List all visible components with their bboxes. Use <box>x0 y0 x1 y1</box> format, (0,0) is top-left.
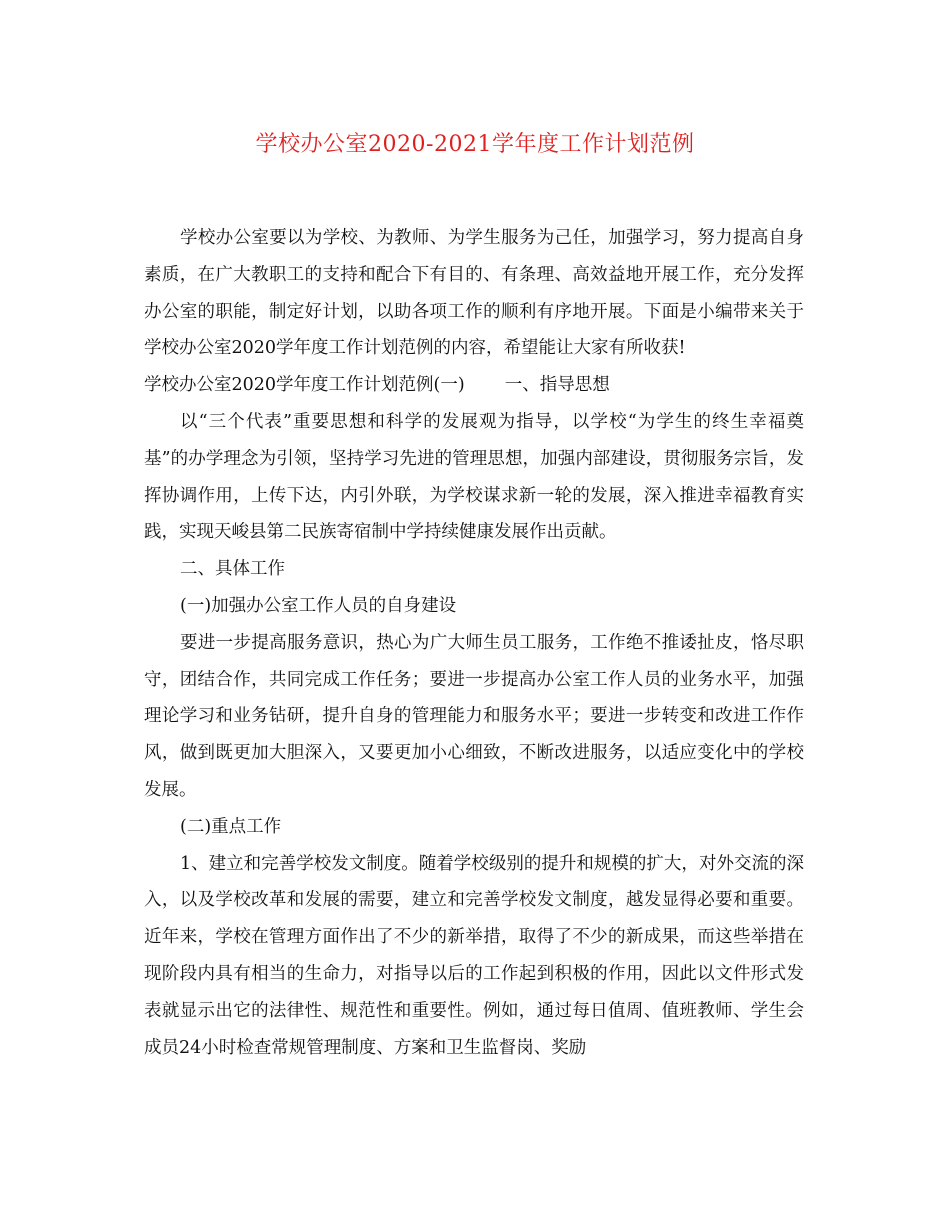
intro-paragraph: 学校办公室要以为学校、为教师、为学生服务为己任，加强学习，努力提高自身素质，在广大教职工的支持和配合下有目的、有条理、高效益地开展工作，充分发挥办公室的职能，制定好计划，以助各项工作的顺利有序地开展。下面是小编带来关于学校办公室2020学年度工作计划范例的内容，希望能让大家有所收获! <box>144 228 804 359</box>
section2-heading: 二、具体工作 <box>180 559 285 580</box>
sub2-heading: (二)重点工作 <box>180 816 282 837</box>
document-body <box>144 220 804 1066</box>
section1-heading: 一、指导思想 <box>504 375 610 396</box>
document-title: 学校办公室2020-2021学年度工作计划范例 <box>255 132 695 157</box>
example-heading-line <box>144 367 804 404</box>
item1-paragraph: 1、建立和完善学校发文制度。随着学校级别的提升和规模的扩大，对外交流的深入，以及学校改革和发展的需要，建立和完善学校发文制度，越发显得必要和重要。近年来，学校在管理方面作出了不少的新举措，取得了不少的新成果，而这些举措在现阶段内具有相当的生命力，对指导以后的工作起到积极的作用，因此以文件形式发表就显示出它的法律性、规范性和重要性。例如，通过每日值周、值班教师、学生会成员24小时检查常规管理制度、方案和卫生监督岗、奖励 <box>144 853 804 1058</box>
section1-paragraph: 以“三个代表”重要思想和科学的发展观为指导，以学校“为学生的终生幸福奠基”的办学理念为引领，坚持学习先进的管理思想，加强内部建设，贯彻服务宗旨，发挥协调作用，上传下达，内引外联，为学校谋求新一轮的发展，深入推进幸福教育实践，实现天峻县第二民族寄宿制中学持续健康发展作出贡献。 <box>144 411 804 543</box>
example-heading: 学校办公室2020学年度工作计划范例(一) <box>144 375 465 396</box>
sub1-heading: (一)加强办公室工作人员的自身建设 <box>180 595 457 616</box>
sub1-paragraph: 要进一步提高服务意识，热心为广大师生员工服务，工作绝不推诿扯皮，恪尽职守，团结合作，共同完成工作任务；要进一步提高办公室工作人员的业务水平，加强理论学习和业务钻研，提升自身的管理能力和服务水平；要进一步转变和改进工作作风，做到既更加大胆深入，又要更加小心细致，不断改进服务，以适应变化中的学校发展。 <box>144 632 804 800</box>
